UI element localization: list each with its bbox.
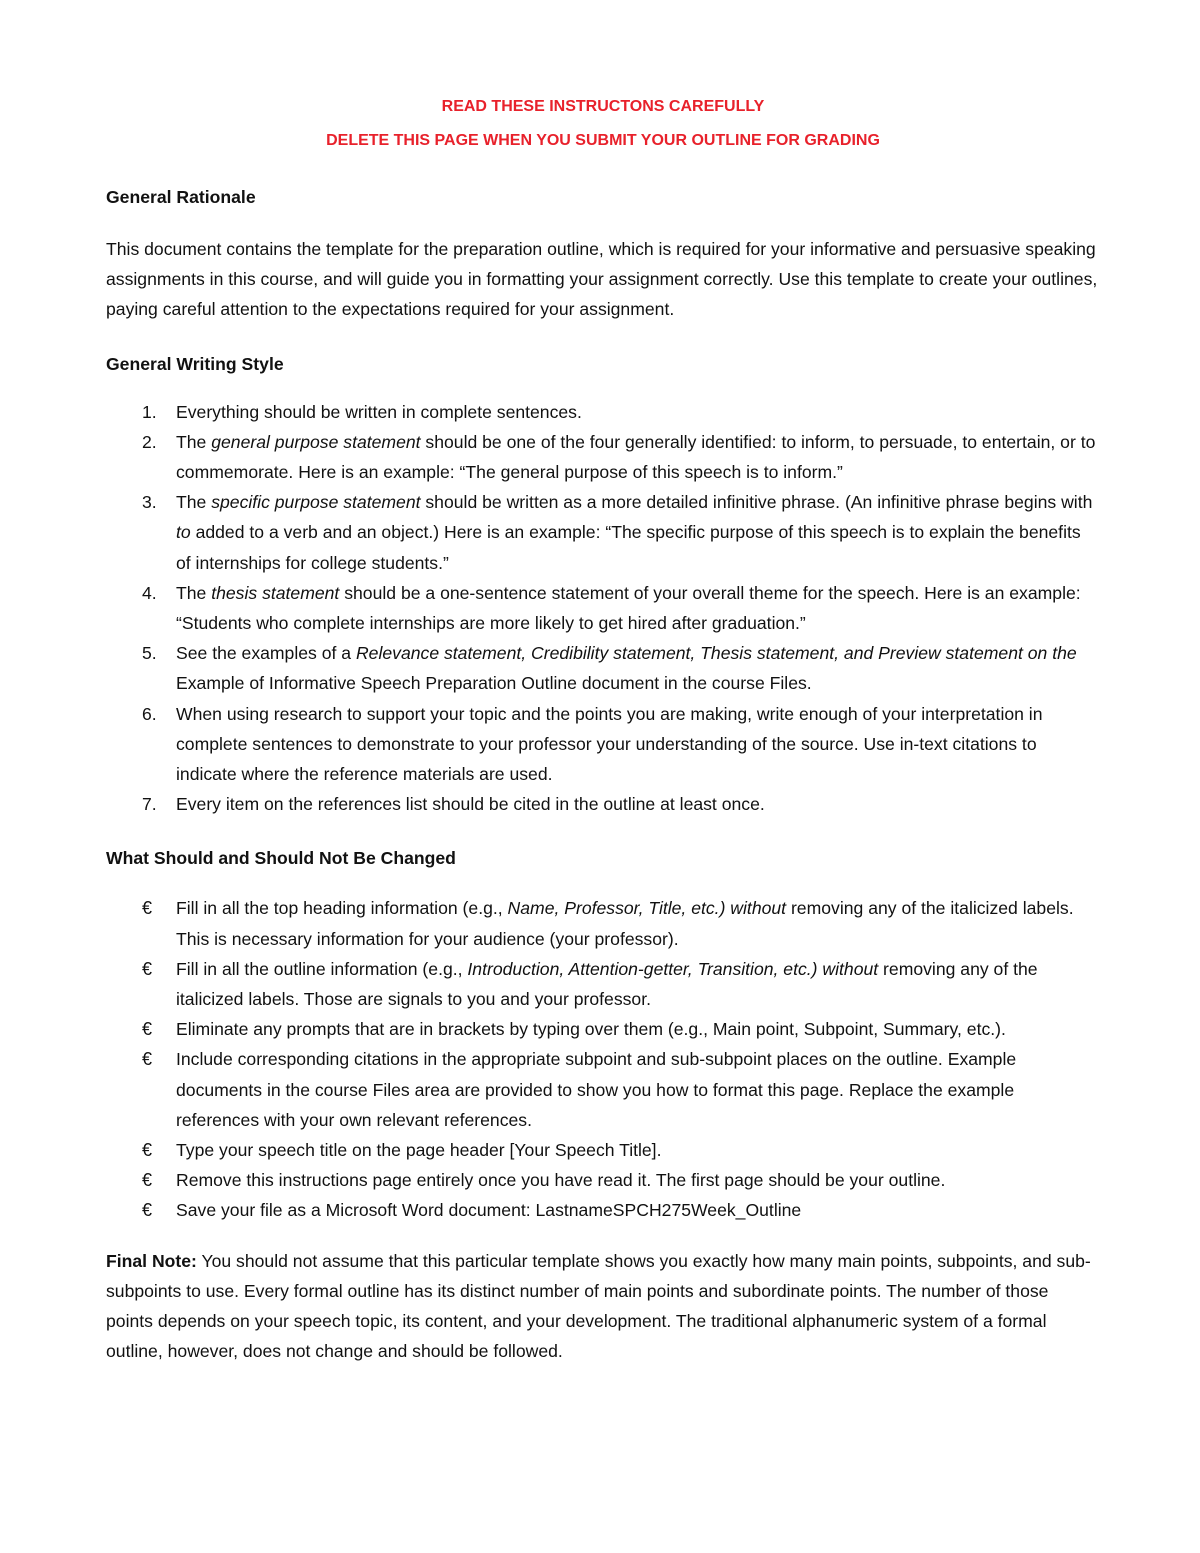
final-note-label: Final Note: bbox=[106, 1250, 197, 1271]
list-item bbox=[106, 1195, 1100, 1225]
bullet-icon: € bbox=[142, 1019, 153, 1040]
bullet-icon: € bbox=[142, 1049, 153, 1070]
list-item bbox=[106, 427, 1100, 487]
list-item-text: Introduction, Attention-getter, Transition, etc.) without bbox=[467, 958, 879, 979]
list-item-text: When using research to support your topic and the points you are making, write enough of your interpretation in complete sentences to demonstrate to your professor your understanding of the source. Use in-text citations to indicate where the reference materials are used. bbox=[176, 703, 1043, 785]
changes-list bbox=[106, 893, 1100, 1225]
heading-general-rationale: General Rationale bbox=[106, 187, 256, 207]
list-item-text: specific purpose statement bbox=[211, 492, 421, 513]
bullet-icon: € bbox=[142, 1200, 153, 1221]
list-item bbox=[106, 1044, 1100, 1135]
list-item bbox=[106, 1014, 1100, 1044]
bullet-icon: € bbox=[142, 1170, 153, 1191]
list-item-text: Everything should be written in complete sentences. bbox=[176, 401, 582, 422]
list-item-text: The bbox=[176, 431, 212, 452]
bullet-icon: € bbox=[142, 898, 153, 919]
list-item bbox=[106, 1165, 1100, 1195]
list-item-text: Every item on the references list should be cited in the outline at least once. bbox=[176, 794, 765, 815]
list-item-text: Remove this instructions page entirely once you have read it. The first page should be your outline. bbox=[176, 1170, 946, 1191]
list-item-text: Include corresponding citations in the appropriate subpoint and sub-subpoint places on the outline. Example documents in the course Files area are provided to show you how to format this page. Replace the example references with your own relevant references. bbox=[176, 1049, 1017, 1130]
list-item bbox=[106, 1135, 1100, 1165]
list-item-text: The bbox=[176, 492, 212, 513]
list-item-text: Eliminate any prompts that are in brackets by typing over them (e.g., Main point, Subpoint, Summary, etc.). bbox=[176, 1019, 1006, 1040]
rationale-paragraph: This document contains the template for the preparation outline, which is required for your informative and persuasive speaking assignments in this course, and will guide you in formatting your assignment correctly. Use this template to create your outlines, paying careful attention to the expectations required for your assignment. bbox=[106, 239, 1098, 320]
list-item-text: Type your speech title on the page header [Your Speech Title]. bbox=[176, 1140, 662, 1161]
list-item bbox=[106, 699, 1100, 790]
list-number: 5. bbox=[142, 643, 157, 664]
list-number: 7. bbox=[142, 794, 157, 815]
final-note bbox=[106, 1246, 1100, 1367]
list-number: 2. bbox=[142, 431, 157, 452]
list-item-text: Relevance statement, Credibility statement, Thesis statement, and Preview statement on the bbox=[355, 643, 1077, 664]
list-item-text: Fill in all the outline information (e.g., bbox=[176, 958, 468, 979]
list-item-text: removing any of the italicized labels. Those are signals to you and your professor. bbox=[176, 958, 1038, 1010]
list-item-text: See the examples of a bbox=[176, 643, 356, 664]
list-number: 4. bbox=[142, 582, 157, 603]
list-item-text: Example of Informative Speech Preparation Outline document in the course Files. bbox=[176, 673, 812, 694]
list-item bbox=[106, 789, 1100, 819]
writing-style-list bbox=[106, 397, 1100, 820]
banner-delete-page: DELETE THIS PAGE WHEN YOU SUBMIT YOUR OUTLINE FOR GRADING bbox=[326, 132, 880, 149]
list-number: 3. bbox=[142, 492, 157, 513]
list-item-text: removing any of the italicized labels. This is necessary information for your audience (your professor). bbox=[176, 898, 1074, 949]
list-item bbox=[106, 638, 1100, 698]
list-item bbox=[106, 397, 1100, 427]
list-item-text: Save your file as a Microsoft Word document: LastnameSPCH275Week_Outline bbox=[176, 1200, 802, 1221]
list-item-text: should be one of the four generally identified: to inform, to persuade, to entertain, or to commemorate. Here is an example: “The general purpose of this speech is to inform.” bbox=[176, 431, 1096, 483]
list-item-text: Fill in all the top heading information (e.g., bbox=[176, 898, 508, 919]
list-number: 6. bbox=[142, 703, 157, 724]
heading-general-writing-style: General Writing Style bbox=[106, 353, 284, 374]
list-item-text: should be a one-sentence statement of your overall theme for the speech. Here is an example: “Students who complete internships are more likely to get hired after graduation.” bbox=[176, 582, 1081, 634]
heading-what-should-change: What Should and Should Not Be Changed bbox=[106, 848, 456, 869]
list-item bbox=[106, 893, 1100, 953]
bullet-icon: € bbox=[142, 958, 153, 979]
banner-read-instructions: READ THESE INSTRUCTONS CAREFULLY bbox=[441, 98, 765, 115]
list-item-text: added to a verb and an object.) Here is an example: “The specific purpose of this speech is to explain the benefits of internships for college students.” bbox=[176, 522, 1081, 573]
final-note-body: You should not assume that this particular template shows you exactly how many main points, subpoints, and sub-subpoints to use. Every formal outline has its distinct number of main points and subordinate points. The number of those points depends on your speech topic, its content, and your development. The traditional alphanumeric system of a formal outline, however, does not change and should be followed. bbox=[106, 1250, 1091, 1362]
list-item-text: general purpose statement bbox=[211, 431, 421, 452]
list-number: 1. bbox=[142, 401, 157, 422]
list-item bbox=[106, 487, 1100, 578]
list-item bbox=[106, 954, 1100, 1014]
list-item-text: Name, Professor, Title, etc.) without bbox=[507, 898, 787, 919]
list-item-text: thesis statement bbox=[211, 582, 340, 603]
list-item bbox=[106, 578, 1100, 638]
list-item-text: The bbox=[176, 582, 212, 603]
bullet-icon: € bbox=[142, 1140, 153, 1161]
list-item-text: to bbox=[176, 522, 191, 543]
list-item-text: should be written as a more detailed infinitive phrase. (An infinitive phrase begins with bbox=[420, 492, 1093, 513]
